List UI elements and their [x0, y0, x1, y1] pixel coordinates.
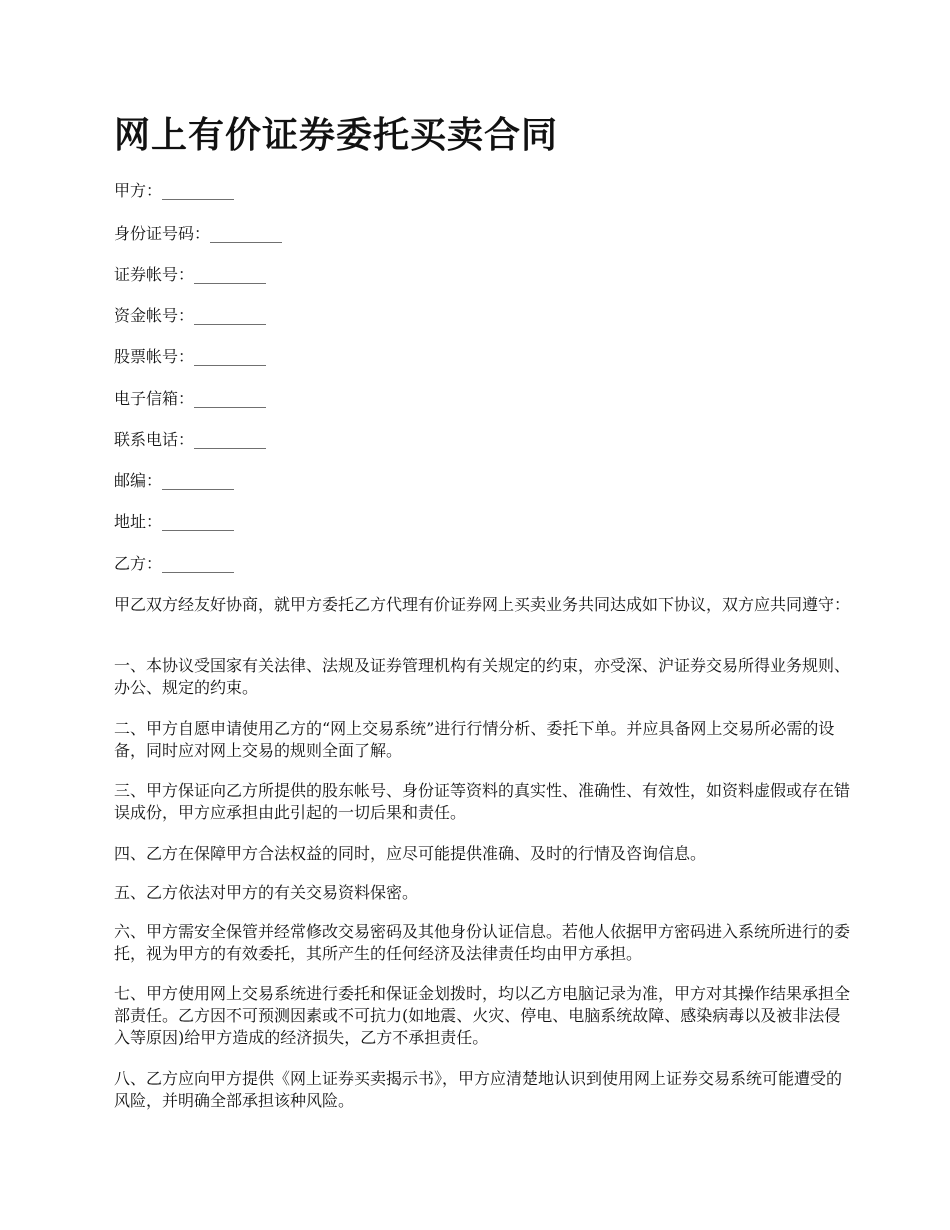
postcode-field: 邮编：_________: [114, 471, 235, 490]
clause-8: 八、乙方应向甲方提供《网上证券买卖揭示书》，甲方应清楚地认识到使用网上证券交易系统可能遭受的风险，并明确全部承担该种风险。: [114, 1069, 843, 1110]
clause-4: 四、乙方在保障甲方合法权益的同时，应尽可能提供准确、及时的行情及咨询信息。: [114, 844, 707, 863]
document-title: 网上有价证券委托买卖合同: [114, 115, 559, 156]
clause-6: 六、甲方需安全保管并经常修改交易密码及其他身份认证信息。若他人依据甲方密码进入系统所进行的委托，视为甲方的有效委托，其所产生的任何经济及法律责任均由甲方承担。: [114, 922, 851, 963]
clause-7: 七、甲方使用网上交易系统进行委托和保证金划拨时，均以乙方电脑记录为准，甲方对其操作结果承担全部责任。乙方因不可预测因素或不可抗力(如地震、火灾、停电、电脑系统故障、感染病毒以及被非法侵入等原因)给甲方造成的经济损失，乙方不承担责任。: [114, 984, 851, 1047]
phone-field: 联系电话：_________: [114, 430, 267, 449]
securities-account-field: 证券帐号：_________: [114, 265, 267, 284]
clause-5: 五、乙方依法对甲方的有关交易资料保密。: [114, 883, 419, 902]
party-b-field: 乙方：_________: [114, 554, 235, 573]
stock-account-field: 股票帐号：_________: [114, 347, 267, 366]
party-a-field: 甲方：_________: [114, 181, 235, 200]
intro-paragraph: 甲乙双方经友好协商，就甲方委托乙方代理有价证券网上买卖业务共同达成如下协议，双方应共同遵守：: [114, 595, 851, 614]
fund-account-field: 资金帐号：_________: [114, 306, 267, 325]
clause-1: 一、本协议受国家有关法律、法规及证券管理机构有关规定的约束，亦受深、沪证券交易所得业务规则、办公、规定的约束。: [114, 656, 851, 697]
id-number-field: 身份证号码：_________: [114, 224, 283, 243]
email-field: 电子信箱：_________: [114, 389, 267, 408]
address-field: 地址：_________: [114, 512, 235, 531]
clause-2: 二、甲方自愿申请使用乙方的“网上交易系统”进行行情分析、委托下单。并应具备网上交易所必需的设备，同时应对网上交易的规则全面了解。: [114, 719, 835, 760]
clause-3: 三、甲方保证向乙方所提供的股东帐号、身份证等资料的真实性、准确性、有效性，如资料虚假或存在错误成份，甲方应承担由此引起的一切后果和责任。: [114, 781, 851, 822]
